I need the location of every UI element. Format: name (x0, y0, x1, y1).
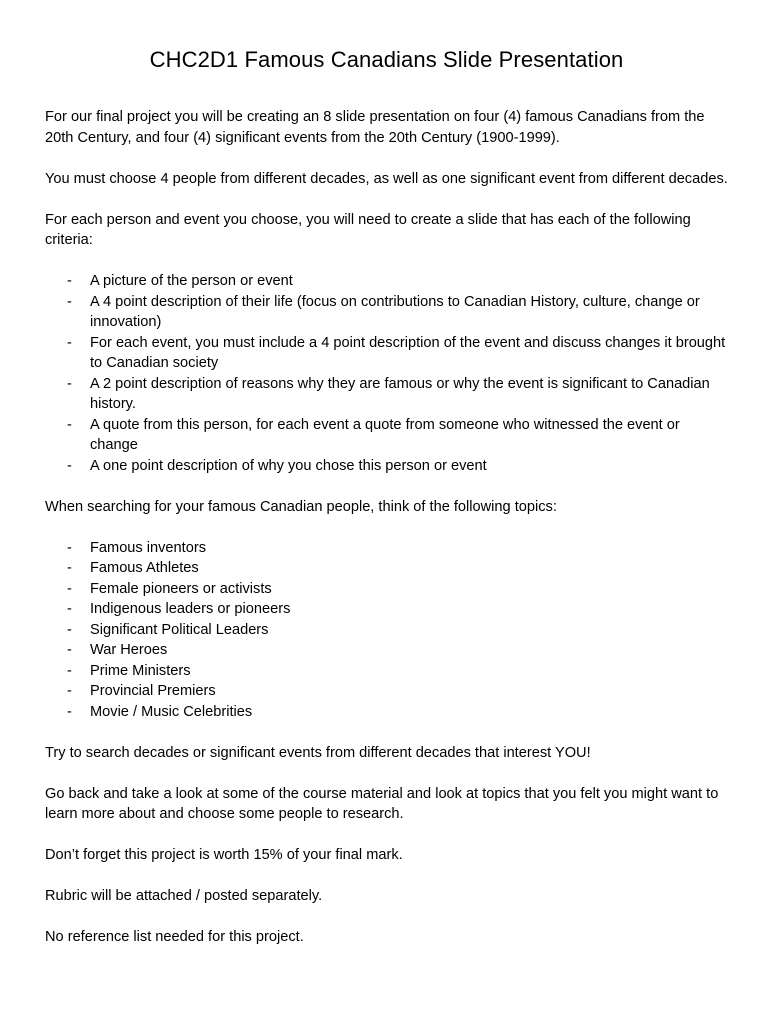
course-material-paragraph: Go back and take a look at some of the course material and look at topics that you felt you might want to learn more about and choose some people to research. (45, 785, 719, 822)
bullet-dash: - (67, 642, 72, 658)
bullet-dash: - (67, 703, 72, 720)
topics-list (45, 538, 728, 723)
topic-text: Famous inventors (90, 539, 206, 556)
rubric-paragraph: Rubric will be attached / posted separately. (45, 888, 323, 904)
criteria-text: A 2 point description of reasons why they are famous or why the event is significant to Canadian history. (90, 375, 710, 412)
criteria-item (45, 415, 728, 456)
bullet-dash: - (67, 539, 72, 556)
bullet-dash: - (67, 457, 72, 474)
bullet-dash: - (67, 375, 72, 392)
bullet-dash: - (67, 416, 72, 433)
choice-paragraph: You must choose 4 people from different decades, as well as one significant event from different decades. (45, 170, 728, 187)
topic-text: Famous Athletes (90, 560, 199, 576)
criteria-text: A one point description of why you chose this person or event (90, 457, 487, 474)
criteria-item (45, 271, 728, 292)
criteria-item (45, 333, 728, 374)
interest-paragraph: Try to search decades or significant events from different decades that interest YOU! (45, 744, 591, 761)
topic-item (45, 579, 728, 600)
bullet-dash: - (67, 273, 72, 289)
document-title: CHC2D1 Famous Canadians Slide Presentation (149, 47, 624, 72)
topic-text: War Heroes (90, 642, 168, 658)
topic-item (45, 558, 728, 579)
topic-item (45, 702, 728, 723)
bullet-dash: - (67, 601, 72, 617)
reference-paragraph: No reference list needed for this project. (45, 929, 304, 945)
topic-text: Movie / Music Celebrities (90, 703, 253, 720)
criteria-item (45, 456, 728, 477)
topic-item (45, 681, 728, 702)
topic-item (45, 599, 728, 620)
topics-intro-paragraph: When searching for your famous Canadian people, think of the following topics: (45, 498, 557, 515)
criteria-text: A 4 point description of their life (focus on contributions to Canadian History, culture, change or innovation) (90, 293, 700, 330)
topic-text: Significant Political Leaders (90, 621, 269, 638)
bullet-dash: - (67, 560, 72, 576)
criteria-text: A picture of the person or event (90, 273, 293, 289)
topic-text: Prime Ministers (90, 662, 191, 679)
topic-item (45, 640, 728, 661)
topic-item (45, 620, 728, 641)
topic-item (45, 538, 728, 559)
topic-text: Indigenous leaders or pioneers (90, 601, 291, 617)
criteria-item (45, 374, 728, 415)
bullet-dash: - (67, 293, 72, 310)
bullet-dash: - (67, 621, 72, 638)
topic-text: Provincial Premiers (90, 683, 216, 699)
bullet-dash: - (67, 334, 72, 351)
bullet-dash: - (67, 580, 72, 597)
criteria-item (45, 292, 728, 333)
criteria-list (45, 271, 728, 476)
criteria-text: For each event, you must include a 4 point description of the event and discuss changes it brought to Canadian society (90, 334, 726, 371)
weight-paragraph: Don’t forget this project is worth 15% of your final mark. (45, 847, 403, 863)
criteria-intro-paragraph: For each person and event you choose, you will need to create a slide that has each of the following criteria: (45, 211, 691, 248)
topic-text: Female pioneers or activists (90, 580, 272, 597)
topic-item (45, 661, 728, 682)
bullet-dash: - (67, 662, 72, 679)
bullet-dash: - (67, 683, 72, 699)
intro-paragraph: For our final project you will be creating an 8 slide presentation on four (4) famous Canadians from the 20th Century, and four (4) significant events from the 20th Century (1900-1999). (45, 109, 705, 146)
criteria-text: A quote from this person, for each event a quote from someone who witnessed the event or change (90, 416, 680, 453)
